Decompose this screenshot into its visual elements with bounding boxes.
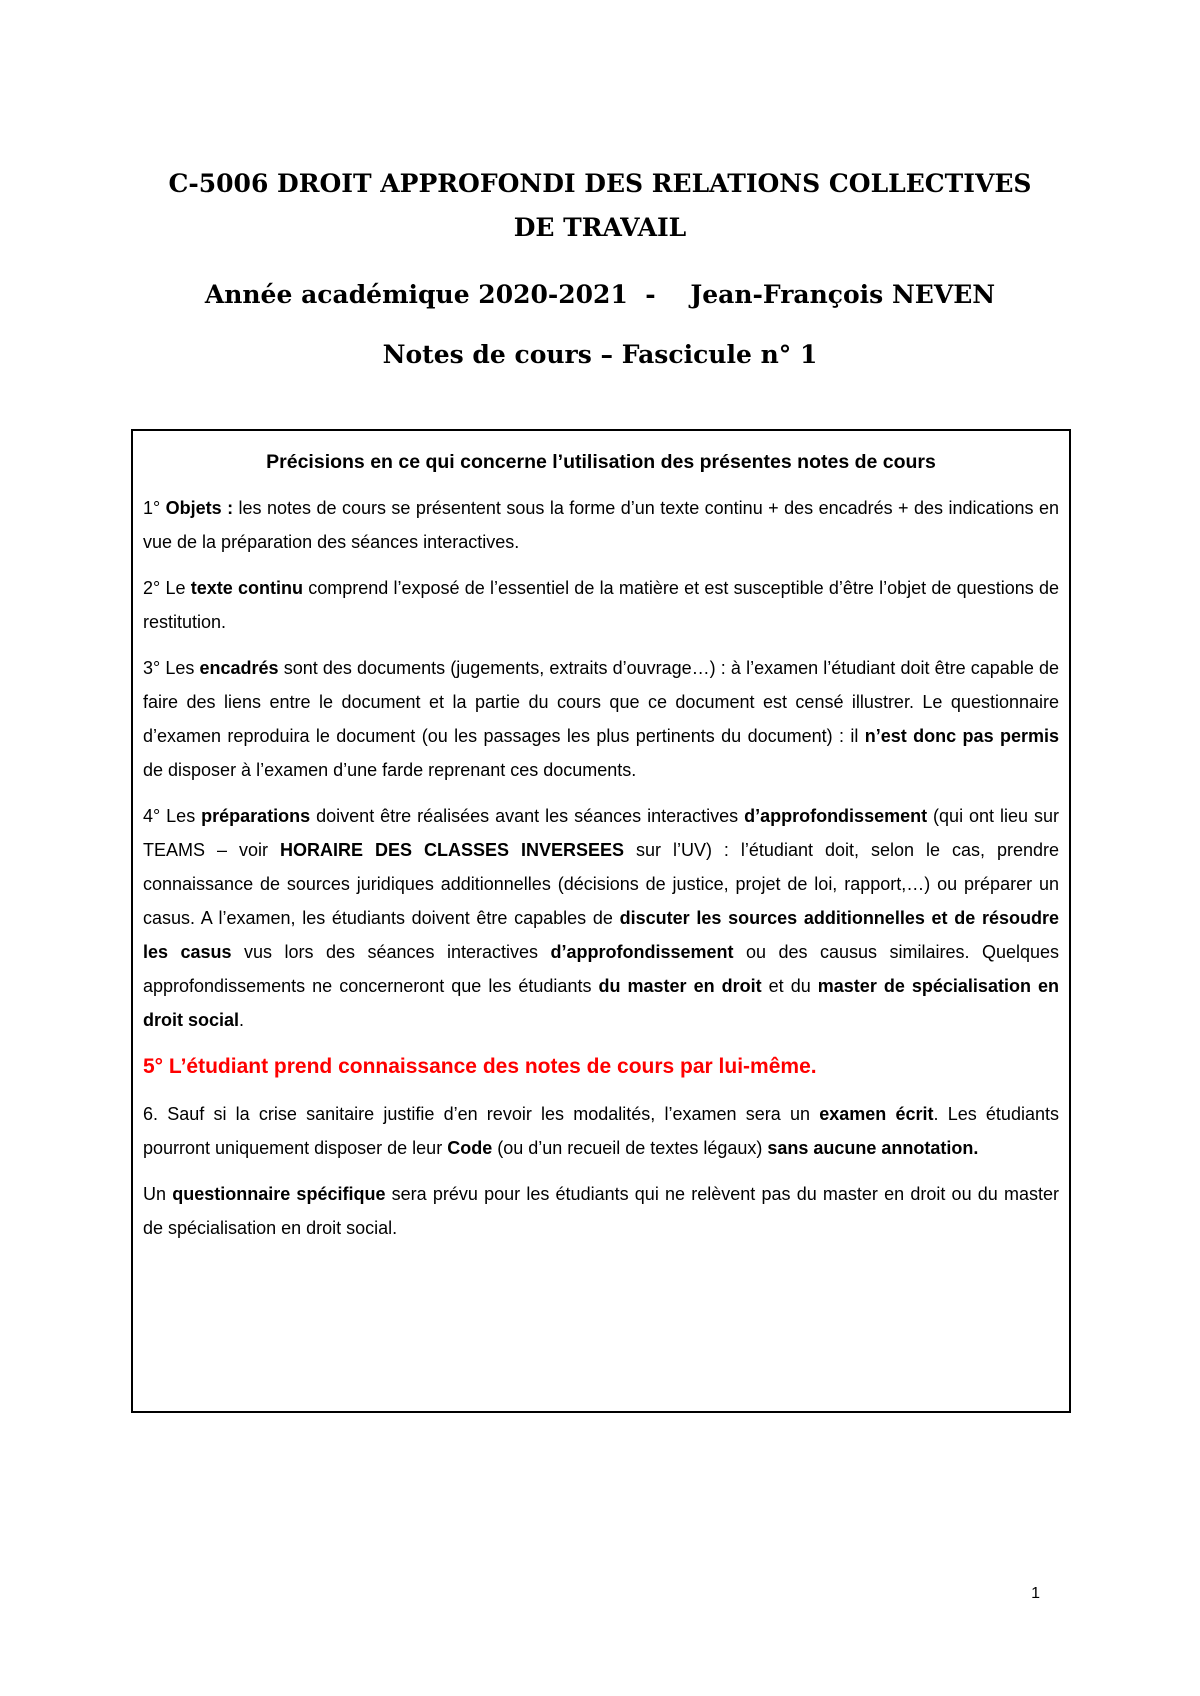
text-run: ou des causus similaires. Quelques approfondissements ne concerneront que les étudiants <box>143 942 1060 996</box>
bold-run: d’approfondissement <box>744 806 928 826</box>
bold-run: du master en droit <box>598 976 762 996</box>
usage-notes-box <box>131 429 1071 1413</box>
text-run: 2° Le <box>143 578 191 598</box>
text-run: sont des documents (jugements, extraits d’ouvrage…) : à l’examen l’étudiant doit être capable de faire des liens entre le document et la partie du cours que ce document est censé illustrer. Le questionnaire d’examen reproduira le document (ou les passages les plus pertinents du document) : il <box>143 658 1059 746</box>
text-run: comprend l’exposé de l’essentiel de la matière et est susceptible d’être l’objet de questions de restitution. <box>143 578 1059 632</box>
document-header <box>0 162 1200 372</box>
bold-run: Objets : <box>165 498 234 518</box>
academic-year-author: Année académique 2020-2021 - Jean-François NEVEN <box>204 280 996 309</box>
course-title <box>0 162 1200 250</box>
bold-run: texte continu <box>190 578 303 598</box>
paragraph-boxed-documents <box>143 651 1059 787</box>
paragraph-continuous-text <box>143 571 1059 639</box>
bold-run: Code <box>447 1138 493 1158</box>
text-run: et du <box>761 976 818 996</box>
text-run: 6. Sauf si la crise sanitaire justifie d’en revoir les modalités, l’examen sera un <box>143 1104 820 1124</box>
bold-run: encadrés <box>199 658 279 678</box>
text-run: les notes de cours se présentent sous la forme d’un texte continu + des encadrés + des indications en vue de la préparation des séances interactives. <box>143 498 1059 552</box>
text-run: sera prévu pour les étudiants qui ne relèvent pas du master en droit ou du master de spécialisation en droit social. <box>143 1184 1060 1238</box>
bold-run: n’est donc pas permis <box>864 726 1059 746</box>
bold-run: master de spécialisation en droit social <box>143 976 1059 1030</box>
bold-run: examen écrit <box>819 1104 934 1124</box>
text-run: doivent être réalisées avant les séances interactives <box>310 806 745 826</box>
text-run: 4° Les <box>143 806 202 826</box>
text-run: (qui ont lieu sur TEAMS – voir <box>143 806 1059 860</box>
bold-run: HORAIRE DES CLASSES INVERSEES <box>279 840 624 860</box>
text-run: de disposer à l’examen d’une farde reprenant ces documents. <box>143 760 637 780</box>
paragraph-exam-format <box>143 1097 1059 1165</box>
text-run: 3° Les <box>143 658 200 678</box>
bold-run: d’approfondissement <box>550 942 734 962</box>
course-title-line-2: DE TRAVAIL <box>513 213 687 242</box>
bold-run: sans aucune annotation. <box>767 1138 979 1158</box>
page-number: 1 <box>1031 1585 1040 1602</box>
text-run: (ou d’un recueil de textes légaux) <box>492 1138 768 1158</box>
fascicle-title: Notes de cours – Fascicule n° 1 <box>382 340 818 369</box>
text-run: . <box>239 1010 245 1030</box>
paragraph-self-study-warning: 5° L’étudiant prend connaissance des notes de cours par lui-même. <box>143 1055 817 1078</box>
paragraph-preparations <box>143 799 1059 1037</box>
course-title-line-1: C-5006 DROIT APPROFONDI DES RELATIONS COLLECTIVES <box>168 169 1032 198</box>
text-run: vus lors des séances interactives <box>231 942 551 962</box>
paragraph-specific-questionnaire <box>143 1177 1059 1245</box>
bold-run: questionnaire spécifique <box>172 1184 386 1204</box>
text-run: sur l’UV) : l’étudiant doit, selon le cas, prendre connaissance de sources juridiques additionnelles (décisions de justice, projet de loi, rapport,…) ou préparer un casus. A l’examen, les étudiants doivent être capables de <box>143 840 1059 928</box>
text-run: . Les étudiants pourront uniquement disposer de leur <box>143 1104 1059 1158</box>
bold-run: discuter les sources additionnelles et de résoudre les casus <box>143 908 1059 962</box>
bold-run: préparations <box>201 806 311 826</box>
paragraph-objects <box>143 491 1059 559</box>
text-run: Un <box>143 1184 173 1204</box>
box-title: Précisions en ce qui concerne l’utilisation des présentes notes de cours <box>266 451 936 473</box>
text-run: 1° <box>143 498 166 518</box>
